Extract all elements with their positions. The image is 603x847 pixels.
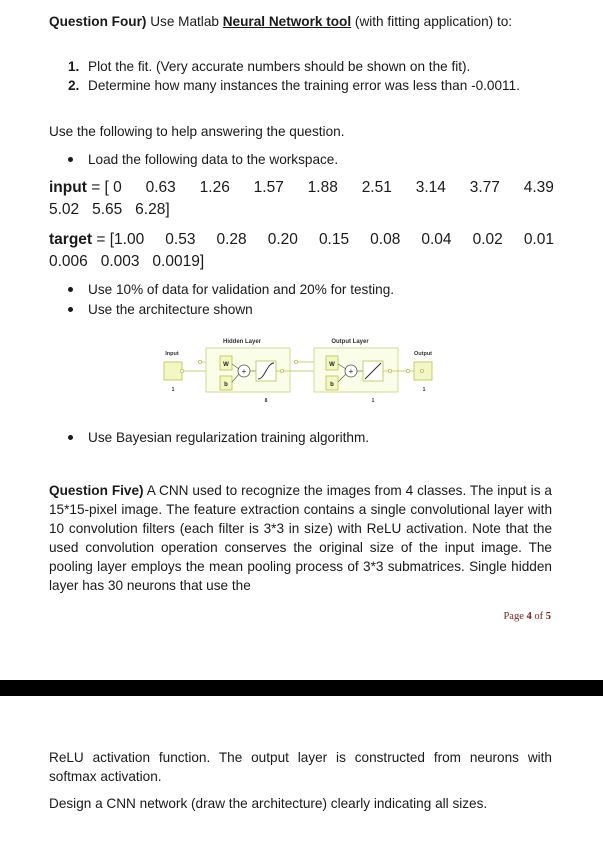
page-bottom — [0, 696, 603, 847]
connector-port — [388, 369, 391, 372]
q4-bullet-4-text: Use Bayesian regularization training algorithm. — [88, 430, 370, 445]
q4-item-1 — [68, 57, 552, 76]
target-val-6: 0.04 — [421, 231, 452, 248]
hidden-plus: + — [241, 367, 247, 376]
network-architecture-diagram — [162, 334, 446, 410]
q4-bullet-2 — [68, 280, 552, 299]
q5-body-top: A CNN used to recognize the images from 4 classes. The input is a 15*15-pixel image. The feature extraction contains a single convolutional layer with 10 convolution filters (each filter is 3*3 in size) with ReLU activation. Note that the used convolution operation conserves the original size of the input image. The pooling layer employs the mean pooling process of 3*3 submatrices. Single hidden layer has 30 neurons that use the — [49, 483, 552, 593]
q5-title: Question Five) — [49, 483, 144, 498]
input-val-6: 3.14 — [415, 179, 446, 196]
input-label: input — [49, 179, 87, 196]
hidden-b-text: b — [224, 382, 228, 388]
connector-port — [406, 369, 409, 372]
footer-of-label: of — [531, 611, 546, 622]
q4-tool: Neural Network tool — [222, 14, 352, 29]
q4-item-2-num: 2. — [68, 78, 80, 93]
input-size: 1 — [171, 387, 175, 393]
bullet-dot — [68, 287, 73, 292]
target-val-5: 0.08 — [370, 231, 401, 248]
q4-intro-pre: Use Matlab — [146, 14, 223, 29]
q5-text-top — [49, 481, 552, 595]
output-layer-size: 1 — [371, 398, 375, 404]
q5-text-bottom: ReLU activation function. The output layer is constructed from neurons with softmax activation. — [49, 750, 552, 784]
target-val-7: 0.02 — [472, 231, 503, 248]
q4-bullet-3 — [68, 300, 552, 319]
target-val-4: 0.15 — [318, 231, 350, 248]
q4-help: Use the following to help answering the question. — [49, 124, 345, 139]
footer-page-label: Page — [503, 611, 527, 622]
page-separator — [0, 680, 603, 696]
hidden-layer-label: Hidden Layer — [222, 339, 262, 345]
page-footer — [503, 611, 551, 622]
hidden-size: 8 — [264, 398, 268, 404]
target-row-2: 0.006 0.003 0.0019] — [49, 253, 205, 270]
input-port — [180, 369, 183, 372]
hidden-w-text: W — [223, 362, 229, 368]
bullet-dot — [68, 157, 73, 162]
footer-total: 5 — [545, 611, 551, 622]
output-label-diagram: Output — [413, 351, 433, 357]
output-w-text: W — [329, 362, 335, 368]
q4-intro-post: (with fitting application) to: — [351, 14, 513, 29]
target-val-1: 0.53 — [165, 231, 196, 248]
connector-port — [198, 360, 201, 363]
q4-bullet-2-text: Use 10% of data for validation and 20% for testing. — [88, 282, 395, 297]
bullet-dot — [68, 307, 73, 312]
q4-bullet-1-text: Load the following data to the workspace. — [88, 152, 339, 167]
output-port — [420, 369, 423, 372]
target-row-1 — [49, 229, 554, 250]
q4-bullet-1 — [68, 150, 552, 169]
bullet-dot — [68, 435, 73, 440]
q4-item-1-num: 1. — [68, 59, 80, 74]
q5-design: Design a CNN network (draw the architecture) clearly indicating all sizes. — [49, 796, 488, 811]
output-b-text: b — [330, 382, 334, 388]
output-size: 1 — [422, 387, 426, 393]
output-plus: + — [348, 367, 354, 376]
q4-item-1-text: Plot the fit. (Very accurate numbers should be shown on the fit). — [88, 59, 471, 74]
target-val-8: 0.01 — [523, 231, 554, 248]
input-row-2: 5.02 5.65 6.28] — [49, 201, 170, 218]
target-val-2: 0.28 — [216, 231, 247, 248]
q4-item-2 — [68, 76, 552, 95]
connector-port — [294, 360, 297, 363]
q4-bullet-3-text: Use the architecture shown — [88, 302, 253, 317]
target-val-0: = [1.00 — [96, 231, 145, 248]
input-row-1 — [49, 177, 554, 198]
input-val-3: 1.57 — [253, 179, 284, 196]
footer-page-num: 4 — [526, 611, 532, 622]
connector-port — [280, 369, 283, 372]
target-val-3: 0.20 — [267, 231, 298, 248]
q4-bullet-4 — [68, 428, 552, 447]
q4-intro — [49, 12, 552, 31]
target-label: target — [49, 231, 93, 248]
input-val-7: 3.77 — [469, 179, 500, 196]
q4-item-2-text: Determine how many instances the training error was less than -0.0011. — [88, 78, 520, 93]
input-val-1: 0.63 — [145, 179, 176, 196]
input-val-8: 4.39 — [523, 179, 554, 196]
output-layer-label: Output Layer — [331, 339, 369, 345]
input-node — [164, 362, 182, 380]
q4-title: Question Four) — [49, 14, 147, 29]
input-label-diagram: Input — [165, 351, 179, 357]
input-val-0: = [ 0 — [91, 179, 122, 196]
input-val-5: 2.51 — [361, 179, 392, 196]
input-val-2: 1.26 — [199, 179, 230, 196]
input-val-4: 1.88 — [307, 179, 338, 196]
